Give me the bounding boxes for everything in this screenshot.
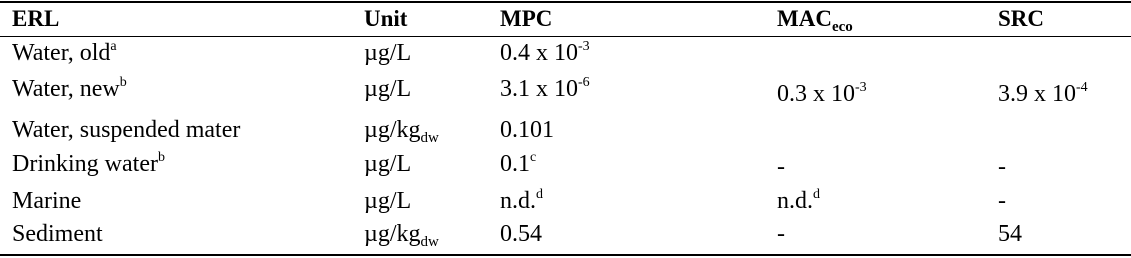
header-mac-label: MAC (777, 6, 832, 31)
mpc-value: n.d. (500, 188, 536, 214)
mpc-value: 0.101 (500, 117, 554, 143)
header-erl: ERL (12, 6, 60, 31)
cell-src (998, 187, 1006, 215)
header-unit: Unit (364, 6, 408, 31)
header-mac-eco (777, 5, 853, 33)
cell-erl (12, 75, 127, 103)
cell-erl (12, 150, 165, 178)
footnote-marker: a (110, 39, 117, 54)
unit-subscript: dw (420, 130, 439, 146)
cell-unit (364, 150, 411, 178)
mpc-footnote: d (536, 187, 543, 202)
cell-erl (12, 116, 240, 144)
mpc-footnote: c (530, 150, 537, 165)
cell-mac (777, 187, 820, 215)
footnote-marker: b (157, 150, 165, 165)
cell-unit (364, 75, 411, 103)
cell-mpc (500, 220, 542, 248)
src-exponent: -4 (1076, 80, 1088, 95)
cell-mac (777, 153, 785, 181)
src-value: - (998, 154, 1006, 180)
table-header-rule (0, 36, 1131, 37)
footnote-marker: b (119, 75, 127, 90)
cell-unit (364, 39, 411, 67)
header-mac-subscript: eco (831, 19, 853, 35)
unit-text: µg/kg (364, 117, 421, 143)
mpc-value: 0.4 x 10 (500, 40, 578, 66)
cell-mpc (500, 116, 554, 144)
unit-text: µg/L (364, 188, 412, 214)
cell-src (998, 153, 1006, 181)
erl-text: Marine (12, 188, 82, 214)
cell-unit (364, 116, 439, 144)
cell-mac (777, 220, 785, 248)
erl-text: Water, old (12, 40, 111, 66)
cell-mpc (500, 187, 543, 215)
mac-value: n.d. (777, 188, 813, 214)
cell-src (998, 80, 1088, 108)
mac-value: 0.3 x 10 (777, 81, 855, 107)
cell-mac (777, 80, 867, 108)
cell-mpc (500, 39, 590, 67)
table-top-rule (0, 1, 1131, 3)
mpc-value: 0.54 (500, 221, 542, 247)
erl-text: Sediment (12, 221, 103, 247)
cell-unit (364, 187, 411, 215)
mpc-exponent: -6 (578, 75, 590, 90)
erl-text: Drinking water (12, 151, 158, 177)
unit-text: µg/L (364, 40, 412, 66)
table-bottom-rule (0, 254, 1131, 256)
mpc-exponent: -3 (578, 39, 590, 54)
src-value: 54 (998, 221, 1022, 247)
unit-text: µg/L (364, 151, 412, 177)
erl-text: Water, new (12, 76, 120, 102)
unit-text: µg/L (364, 76, 412, 102)
mpc-value: 0.1 (500, 151, 530, 177)
mpc-value: 3.1 x 10 (500, 76, 578, 102)
cell-unit (364, 220, 439, 248)
mac-value: - (777, 154, 785, 180)
cell-erl (12, 220, 103, 248)
mac-value: - (777, 221, 785, 247)
mac-footnote: d (813, 187, 820, 202)
src-value: 3.9 x 10 (998, 81, 1076, 107)
header-src: SRC (998, 6, 1045, 31)
cell-mpc (500, 150, 536, 178)
unit-subscript: dw (420, 234, 439, 250)
cell-src (998, 220, 1022, 248)
mac-exponent: -3 (855, 80, 867, 95)
src-value: - (998, 188, 1006, 214)
cell-erl (12, 187, 81, 215)
cell-mpc (500, 75, 590, 103)
header-mpc: MPC (500, 6, 553, 31)
erl-text: Water, suspended mater (12, 117, 241, 143)
unit-text: µg/kg (364, 221, 421, 247)
cell-erl (12, 39, 117, 67)
